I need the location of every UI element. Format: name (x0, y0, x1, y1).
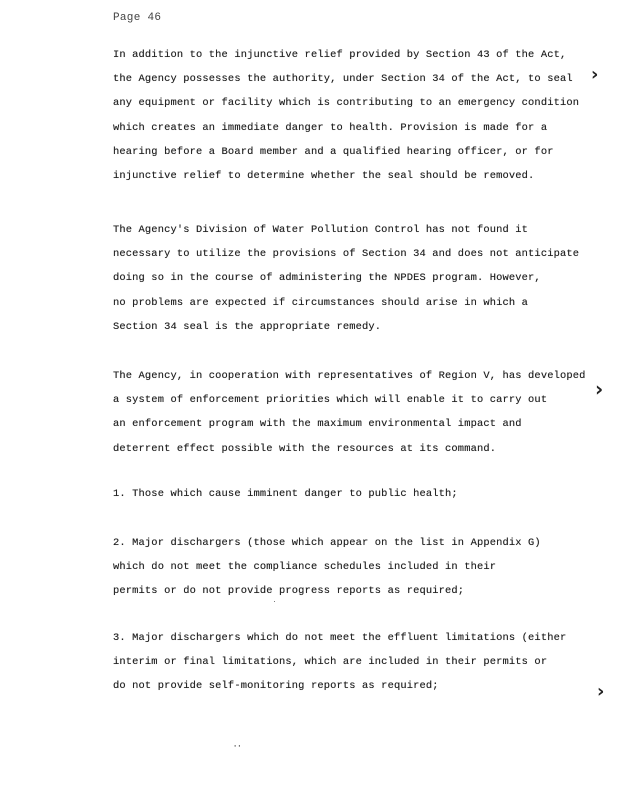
text-line: which creates an immediate danger to health. Provision is made for a (113, 121, 548, 134)
text-line: permits or do not provide progress reports as required; (113, 585, 465, 598)
scan-speck: ˙ (273, 601, 276, 608)
text-line: interim or final limitations, which are included in their permits or (113, 656, 548, 669)
text-line: 1. Those which cause imminent danger to public health; (113, 488, 458, 500)
paragraph-enforcement-priorities (113, 364, 586, 461)
text-line: any equipment or facility which is contributing to an emergency condition (113, 97, 580, 110)
text-line: doing so in the course of administering the NPDES program. However, (113, 272, 541, 285)
text-line: hearing before a Board member and a qualified hearing officer, or for (113, 145, 554, 158)
text-line: 2. Major dischargers (those which appear on the list in Appendix G) (113, 537, 541, 549)
text-line: In addition to the injunctive relief provided by Section 43 of the Act, (113, 49, 567, 61)
paragraph-seal-authority (113, 43, 578, 188)
text-line: no problems are expected if circumstances should arise in which a (113, 296, 529, 309)
list-item-2 (113, 531, 578, 604)
text-line: injunctive relief to determine whether the seal should be removed. (113, 170, 535, 183)
text-line: a system of enforcement priorities which will enable it to carry out (113, 394, 548, 407)
punch-hole-mark: › (595, 377, 604, 401)
list-item-3 (113, 626, 578, 699)
text-line: 3. Major dischargers which do not meet the effluent limitations (either (113, 632, 567, 644)
text-line: necessary to utilize the provisions of Section 34 and does not anticipate (113, 248, 580, 261)
text-line: which do not meet the compliance schedules included in their (113, 561, 497, 574)
text-line: The Agency's Division of Water Pollution Control has not found it (113, 224, 529, 236)
text-line: deterrent effect possible with the resources at its command. (113, 442, 497, 455)
text-line: Section 34 seal is the appropriate remedy. (113, 320, 382, 333)
scan-speck: ·· (234, 743, 243, 750)
page-number: Page 46 (113, 12, 162, 24)
text-line: the Agency possesses the authority, under Section 34 of the Act, to seal (113, 73, 573, 86)
text-line: The Agency, in cooperation with representatives of Region V, has developed (113, 370, 586, 382)
text-line: do not provide self-monitoring reports as required; (113, 680, 439, 693)
punch-hole-mark: › (597, 681, 605, 702)
list-item-1 (113, 482, 578, 506)
paragraph-division-water (113, 218, 578, 339)
text-line: an enforcement program with the maximum environmental impact and (113, 418, 522, 431)
punch-hole-mark: › (591, 64, 599, 85)
